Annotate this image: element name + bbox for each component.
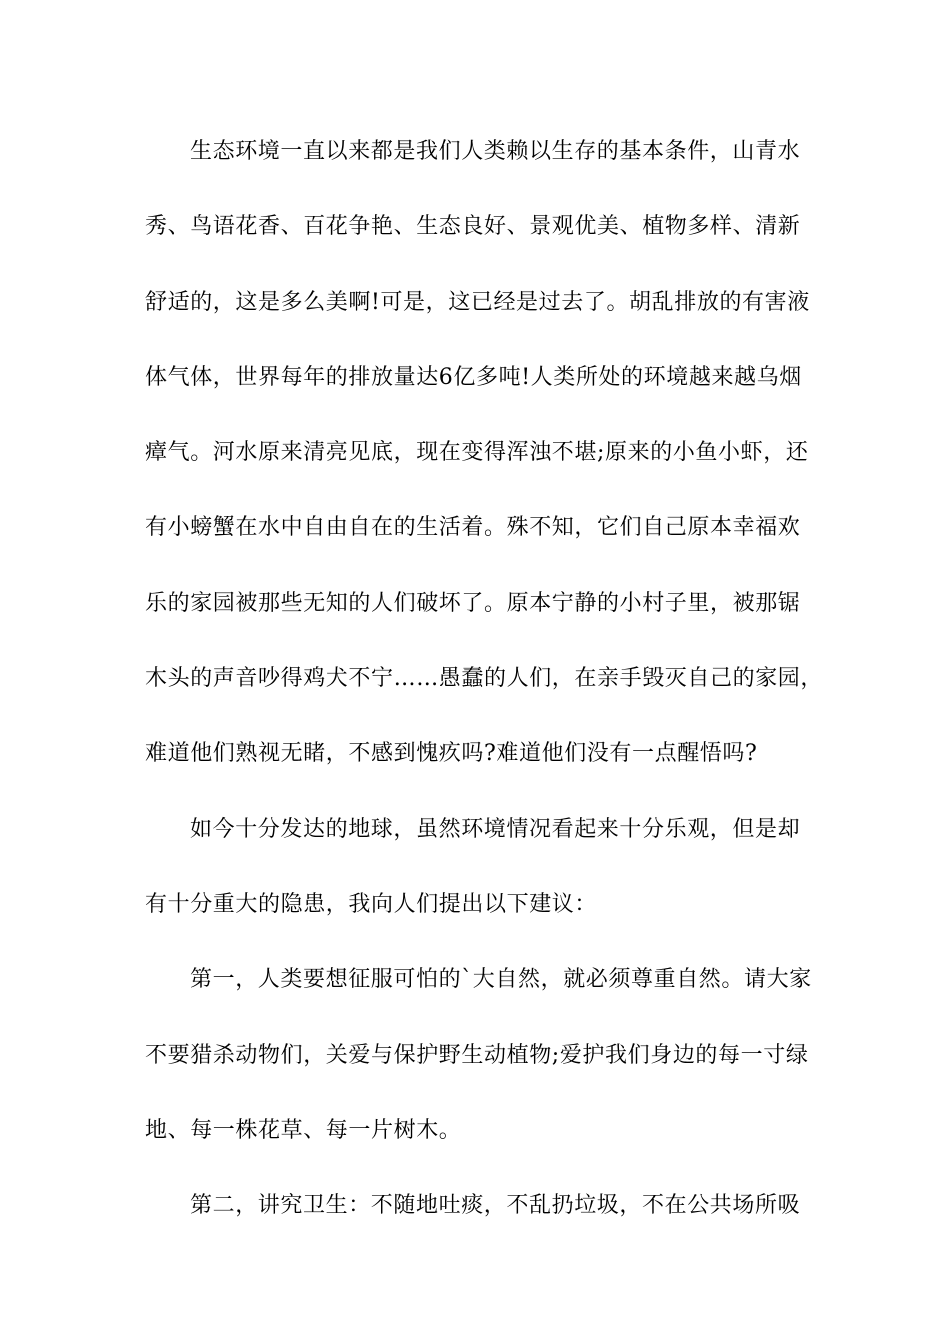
paragraph-2-line-2: 有十分重大的隐患，我向人们提出以下建议： — [145, 891, 598, 917]
paragraph-2-line-1: 如今十分发达的地球，虽然环境情况看起来十分乐观，但是却 — [190, 816, 801, 842]
paragraph-4-line-1: 第二，讲究卫生：不随地吐痰，不乱扔垃圾，不在公共场所吸 — [190, 1193, 801, 1219]
paragraph-1-line-6: 有小螃蟹在水中自由自在的生活着。殊不知，它们自己原本幸福欢 — [145, 515, 801, 541]
paragraph-1-line-4: 体气体，世界每年的排放量达6亿多吨!人类所处的环境越来越乌烟 — [145, 364, 802, 390]
paragraph-1-line-2: 秀、鸟语花香、百花争艳、生态良好、景观优美、植物多样、清新 — [145, 214, 801, 240]
paragraph-1-line-9: 难道他们熟视无睹，不感到愧疚吗?难道他们没有一点醒悟吗? — [145, 741, 758, 767]
paragraph-3-line-3: 地、每一株花草、每一片树木。 — [145, 1117, 462, 1143]
paragraph-3-line-2: 不要猎杀动物们，关爱与保护野生动植物;爱护我们身边的每一寸绿 — [145, 1042, 809, 1068]
document-body — [145, 130, 824, 1259]
paragraph-1-line-8: 木头的声音吵得鸡犬不宁……愚蠢的人们，在亲手毁灭自己的家园， — [145, 666, 824, 692]
paragraph-1-line-7: 乐的家园被那些无知的人们破坏了。原本宁静的小村子里，被那锯 — [145, 590, 801, 616]
paragraph-1-line-5: 瘴气。河水原来清亮见底，现在变得浑浊不堪;原来的小鱼小虾，还 — [145, 440, 809, 466]
paragraph-1-line-3: 舒适的，这是多么美啊!可是，这已经是过去了。胡乱排放的有害液 — [145, 289, 810, 315]
paragraph-1-line-1: 生态环境一直以来都是我们人类赖以生存的基本条件，山青水 — [190, 139, 801, 164]
paragraph-3-line-1: 第一，人类要想征服可怕的`大自然，就必须尊重自然。请大家 — [190, 967, 812, 993]
